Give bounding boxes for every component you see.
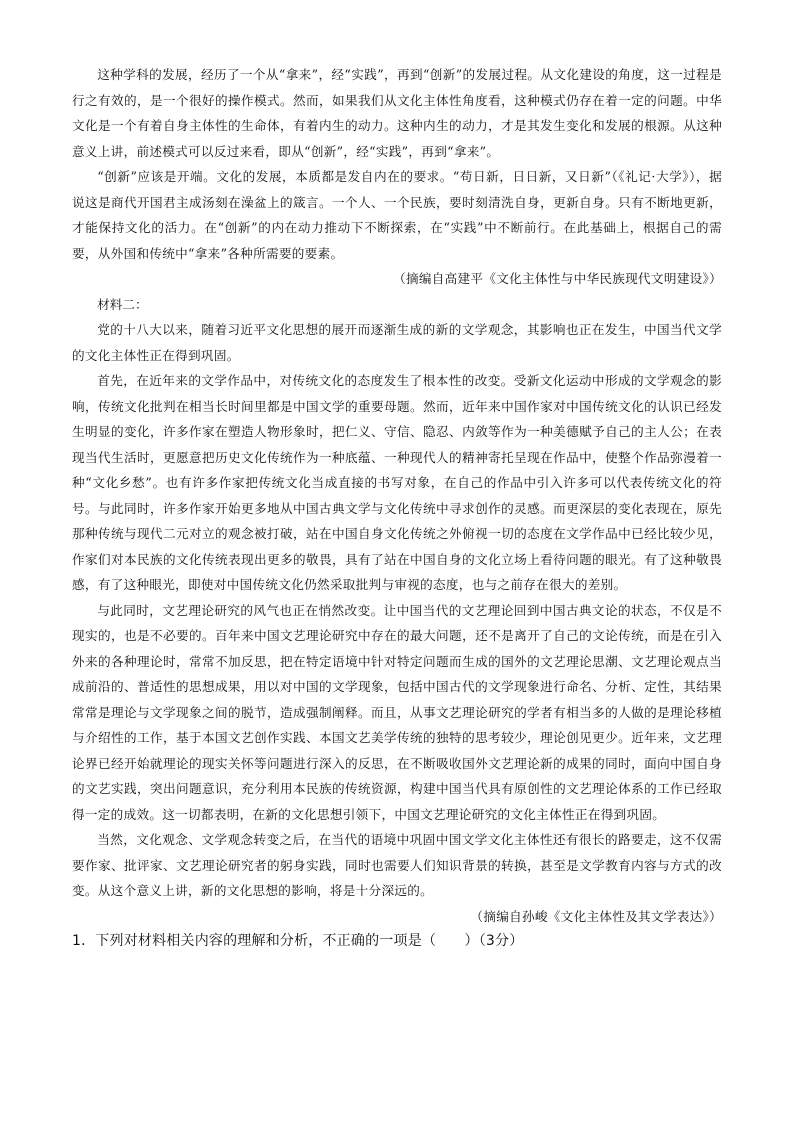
material-one xyxy=(72,62,722,292)
document-page xyxy=(72,62,722,953)
material-one-source: （摘编自高建平《文化主体性与中华民族现代文明建设》） xyxy=(393,271,722,286)
material-two-paragraph-3: 与此同时，文艺理论研究的风气也正在悄然改变。让中国当代的文艺理论回到中国古典文论的状态，不仅是不现实的，也是不必要的。百年来中国文艺理论研究中存在的最大问题，还不是离开了自己的文论传统，而是在引入外来的各种理论时，常常不加反思，把在特定语境中针对特定问题而生成的国外的文艺理论思潮、文艺理论观点当成前沿的、普适性的思想成果，用以对中国的文学现象，包括中国古代的文学现象进行命名、分析、定性，其结果常常是理论与文学现象之间的脱节，造成强制阐释。而且，从事文艺理论研究的学者有相当多的人做的是理论移植与介绍性的工作，基于本国文艺创作实践、本国文艺美学传统的独特的思考较少，理论创见更少。近年来，文艺理论界已经开始就理论的现实关怀等问题进行深入的反思，在不断吸收国外文艺理论新的成果的同时，面向中国自身的文艺实践，突出问题意识，充分利用本民族的传统资源，构建中国当代具有原创性的文艺理论体系的工作已经取得一定的成效。这一切都表明，在新的文化思想引领下，中国文艺理论研究的文化主体性正在得到巩固。 xyxy=(72,602,722,822)
material-two xyxy=(72,292,722,930)
material-two-label: 材料二： xyxy=(97,296,148,312)
material-two-paragraph-4: 当然，文化观念、文学观念转变之后，在当代的语境中巩固中国文学文化主体性还有很长的路要走，这不仅需要作家、批评家、文艺理论研究者的躬身实践，同时也需要人们知识背景的转换，甚至是文学教育内容与方式的改变。从这个意义上讲，新的文化思想的影响，将是十分深远的。 xyxy=(72,832,722,898)
material-two-paragraph-2: 首先，在近年来的文学作品中，对传统文化的态度发生了根本性的改变。受新文化运动中形成的文学观念的影响，传统文化批判在相当长时间里都是中国文学的重要母题。然而，近年来中国作家对中国传统文化的认识已经发生明显的变化，许多作家在塑造人物形象时，把仁义、守信、隐忍、内敛等作为一种美德赋予自己的主人公；在表现当代生活时，更愿意把历史文化传统作为一种底蕴、一种现代人的精神寄托呈现在作品中，使整个作品弥漫着一种“文化乡愁”。也有许多作家把传统文化当成直接的书写对象，在自己的作品中引入许多可以代表传统文化的符号。与此同时，许多作家开始更多地从中国古典文学与文化传统中寻求创作的灵感。而更深层的变化表现在，原先那种传统与现代二元对立的观念被打破，站在中国自身文化传统之外俯视一切的态度在文学作品中已经比较少见，作家们对本民族的文化传统表现出更多的敬畏，具有了站在中国自身的文化立场上看待问题的眼光。有了这种敬畏感，有了这种眼光，即使对中国传统文化仍然采取批判与审视的态度，也与之前存在很大的差别。 xyxy=(72,373,722,592)
material-one-paragraph-1: 这种学科的发展，经历了一个从“拿来”，经“实践”，再到“创新”的发展过程。从文化建设的角度，这一过程是行之有效的，是一个很好的操作模式。然而，如果我们从文化主体性角度看，这种模式仍存在着一定的问题。中华文化是一个有着自身主体性的生命体，有着内生的动力。这种内生的动力，才是其发生变化和发展的根源。从这种意义上讲，前述模式可以反过来看，即从“创新”，经“实践”，再到“拿来”。 xyxy=(72,67,722,159)
material-one-paragraph-2: “创新”应该是开端。文化的发展，本质都是发自内在的要求。“苟日新，日日新，又日新”（《礼记·大学》），据说这是商代开国君主成汤刻在澡盆上的箴言。一个人、一个民族，要时刻清洗自身，更新自身。只有不断地更新，才能保持文化的活力。在“创新”的内在动力推动下不断探索，在“实践”中不断前行。在此基础上，根据自己的需要，从外国和传统中“拿来”各种所需要的要素。 xyxy=(72,169,722,261)
question-1: 1．下列对材料相关内容的理解和分析，不正确的一项是（ ）（3分） xyxy=(72,933,524,949)
material-two-source: （摘编自孙峻《文化主体性及其文学表达》） xyxy=(470,908,722,924)
material-two-paragraph-1: 党的十八大以来，随着习近平文化思想的展开而逐渐生成的新的文学观念，其影响也正在发生，中国当代文学的文化主体性正在得到巩固。 xyxy=(72,322,722,363)
